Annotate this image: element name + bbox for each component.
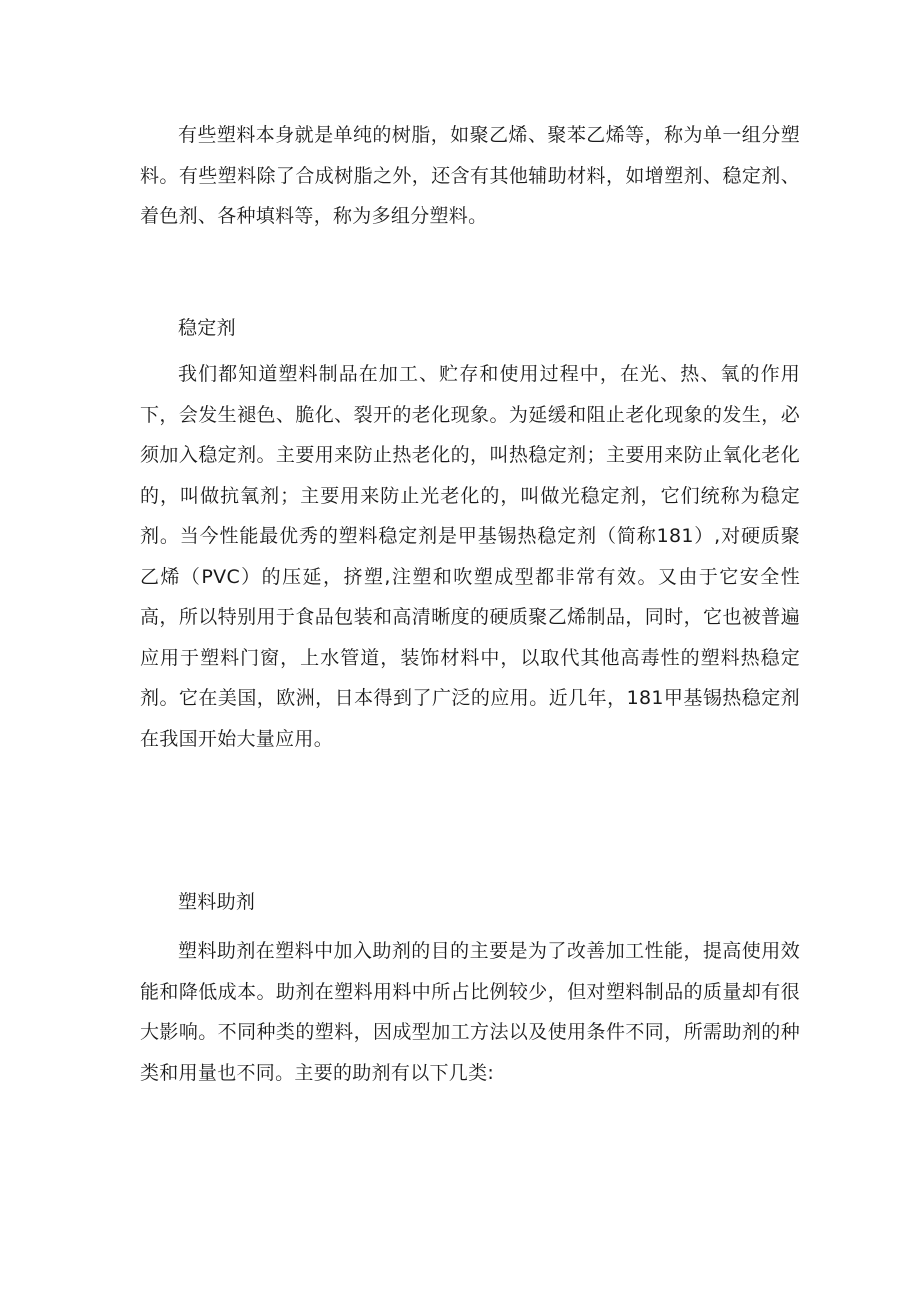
stabilizer-paragraph: 我们都知道塑料制品在加工、贮存和使用过程中，在光、热、氧的作用下，会发生褪色、脆化、裂开的老化现象。为延缓和阻止老化现象的发生，必须加入稳定剂。主要用来防止热老化的，叫热稳定剂；主要用来防止氧化老化的，叫做抗氧剂；主要用来防止光老化的，叫做光稳定剂，它们统称为稳定剂。当今性能最优秀的塑料稳定剂是甲基锡热稳定剂（简称181）,对硬质聚乙烯（PVC）的压延，挤塑,注塑和吹塑成型都非常有效。又由于它安全性高，所以特别用于食品包装和高清晰度的硬质聚乙烯制品，同时，它也被普遍应用于塑料门窗，上水管道，装饰材料中，以取代其他高毒性的塑料热稳定剂。它在美国，欧洲，日本得到了广泛的应用。近几年，181甲基锡热稳定剂在我国开始大量应用。 — [140, 363, 800, 750]
stabilizer-heading: 稳定剂 — [178, 317, 236, 339]
additives-heading: 塑料助剂 — [178, 891, 256, 913]
intro-paragraph: 有些塑料本身就是单纯的树脂，如聚乙烯、聚苯乙烯等，称为单一组分塑料。有些塑料除了合成树脂之外，还含有其他辅助材料，如增塑剂、稳定剂、着色剂、各种填料等，称为多组分塑料。 — [140, 124, 800, 227]
additives-heading-block — [140, 882, 800, 923]
stabilizer-heading-block — [140, 308, 800, 349]
intro-paragraph-block — [140, 115, 800, 237]
additives-paragraph: 塑料助剂在塑料中加入助剂的目的主要是为了改善加工性能，提高使用效能和降低成本。助剂在塑料用料中所占比例较少，但对塑料制品的质量却有很大影响。不同种类的塑料，因成型加工方法以及使用条件不同，所需助剂的种类和用量也不同。主要的助剂有以下几类: — [140, 940, 800, 1084]
additives-paragraph-block — [140, 931, 800, 1093]
stabilizer-paragraph-block — [140, 354, 800, 759]
